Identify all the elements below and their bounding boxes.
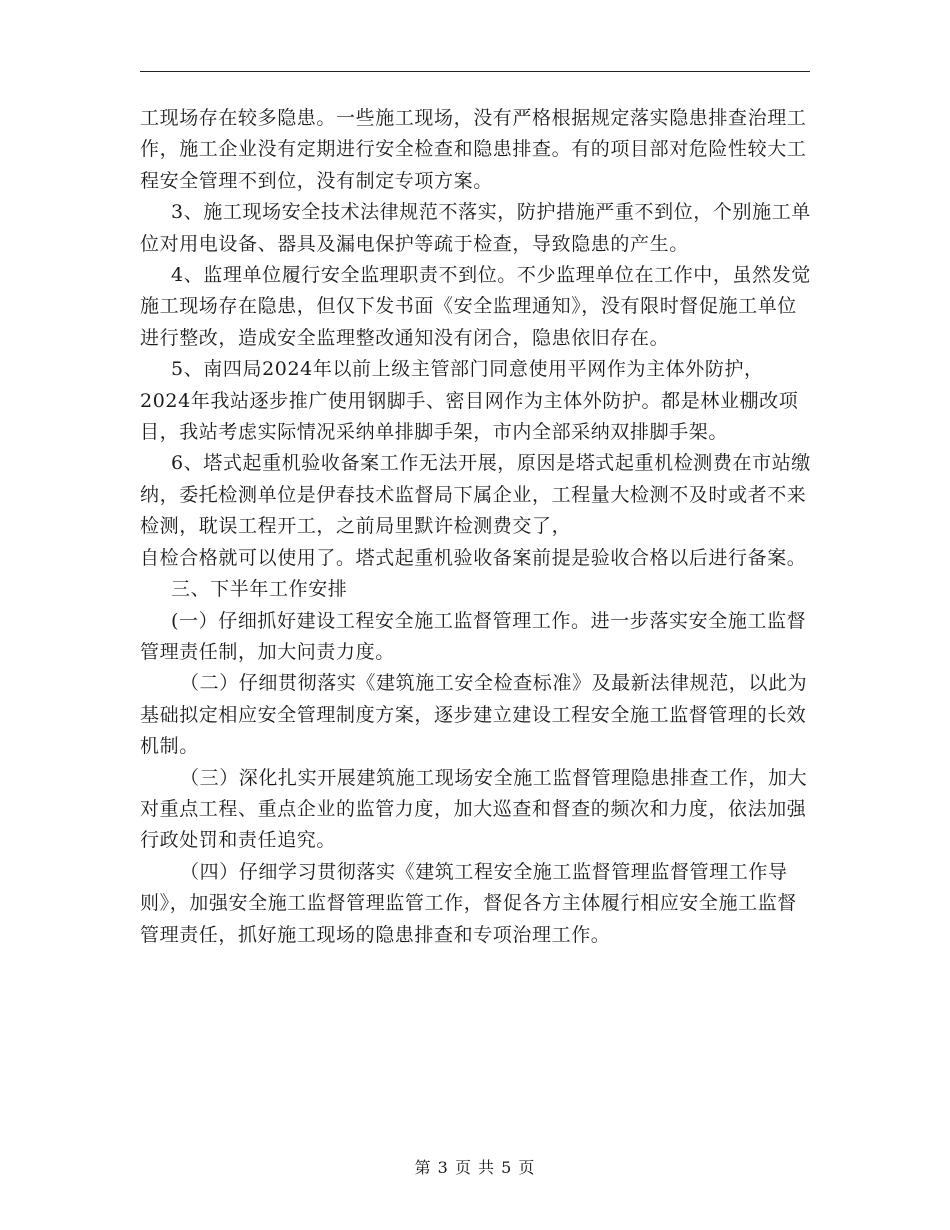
- plan-item-2: （二）仔细贯彻落实《建筑施工安全检查标准》及最新法律规范，以此为基础拟定相应安全管理制度方案，逐步建立建设工程安全施工监督管理的长效机制。: [140, 672, 808, 758]
- document-body: [140, 103, 812, 951]
- paragraph-item-6-continuation: 自检合格就可以使用了。塔式起重机验收备案前提是验收合格以后进行备案。: [140, 546, 807, 569]
- paragraph-item-5: 5、南四局2024年以前上级主管部门同意使用平网作为主体外防护，2024年我站逐步推广使用钢脚手、密目网作为主体外防护。都是林业棚改项目，我站考虑实际情况采纳单排脚手架，市内全部采纳双排脚手架。: [140, 358, 799, 444]
- plan-item-3: （三）深化扎实开展建筑施工现场安全施工监督管理隐患排查工作，加大对重点工程、重点企业的监管力度，加大巡查和督查的频次和力度，依法加强行政处罚和责任追究。: [140, 766, 808, 852]
- paragraph-continuation: 工现场存在较多隐患。一些施工现场，没有严格根据规定落实隐患排查治理工作，施工企业没有定期进行安全检查和隐患排查。有的项目部对危险性较大工程安全管理不到位，没有制定专项方案。: [140, 107, 807, 192]
- plan-item-1: (一）仔细抓好建设工程安全施工监督管理工作。进一步落实安全施工监督管理责任制，加大问责力度。: [140, 609, 807, 663]
- plan-item-4: （四）仔细学习贯彻落实《建筑工程安全施工监督管理监督管理工作导则》，加强安全施工监督管理监管工作，督促各方主体履行相应安全施工监督管理责任，抓好施工现场的隐患排查和专项治理工作。: [140, 860, 797, 946]
- section-heading: 三、下半年工作安排: [171, 578, 348, 601]
- header-rule: [140, 71, 810, 72]
- paragraph-item-3: 3、施工现场安全技术法律规范不落实，防护措施严重不到位，个别施工单位对用电设备、器具及漏电保护等疏于检查，导致隐患的产生。: [140, 201, 811, 255]
- paragraph-item-6: 6、塔式起重机验收备案工作无法开展，原因是塔式起重机检测费在市站缴纳，委托检测单位是伊春技术监督局下属企业，工程量大检测不及时或者不来检测，耽误工程开工，之前局里默许检测费交了，: [140, 452, 811, 538]
- page-number: 第 3 页 共 5 页: [414, 1158, 536, 1177]
- paragraph-item-4: 4、监理单位履行安全监理职责不到位。不少监理单位在工作中，虽然发觉施工现场存在隐患，但仅下发书面《安全监理通知》，没有限时督促施工单位进行整改，造成安全监理整改通知没有闭合，隐患依旧存在。: [140, 264, 811, 349]
